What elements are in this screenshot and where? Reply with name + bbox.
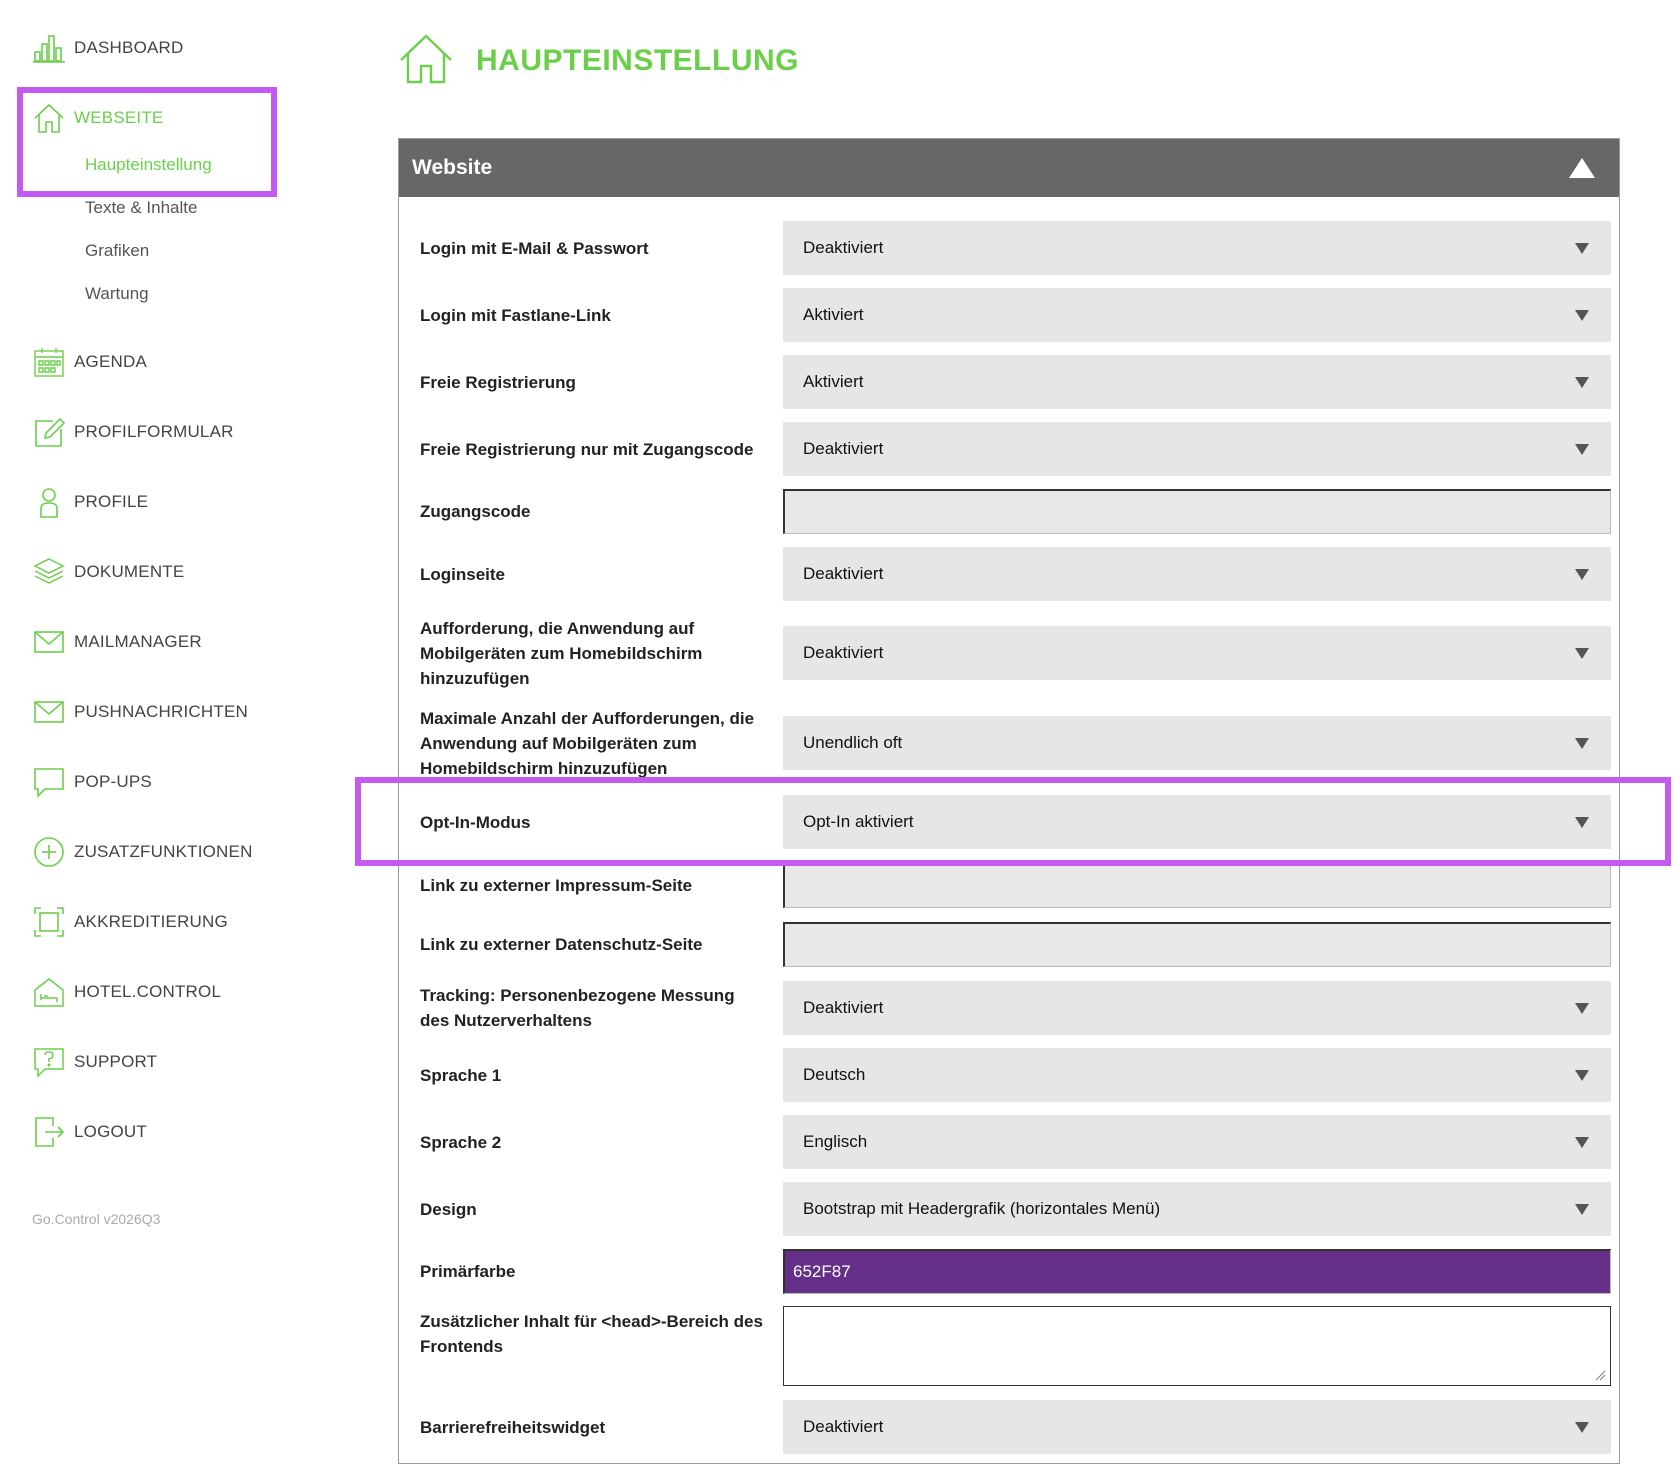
select-value: Aktiviert <box>803 305 864 324</box>
setting-row <box>399 547 1620 601</box>
homescreen-prompt-select[interactable] <box>783 626 1611 680</box>
user-icon <box>33 486 65 518</box>
sidebar <box>0 0 340 1466</box>
setting-row <box>399 863 1620 908</box>
color-value: 652F87 <box>793 1262 851 1281</box>
caret-down-icon <box>1575 377 1589 388</box>
sidebar-item-label: DASHBOARD <box>74 38 184 57</box>
subnav-wartung[interactable]: Wartung <box>85 284 149 303</box>
bar-chart-icon <box>33 32 65 64</box>
caret-down-icon <box>1575 444 1589 455</box>
layers-icon <box>33 556 65 588</box>
setting-row <box>399 981 1620 1035</box>
caret-down-icon <box>1575 243 1589 254</box>
setting-label: Zusätzlicher Inhalt für <head>-Bereich des Frontends <box>420 1312 763 1356</box>
collapse-triangle-icon[interactable] <box>1569 158 1595 178</box>
setting-label: Zugangscode <box>420 502 531 521</box>
sidebar-item-mailmanager[interactable] <box>33 626 202 658</box>
help-bubble-icon <box>33 1046 65 1078</box>
select-value: Deutsch <box>803 1065 866 1084</box>
select-value: Englisch <box>803 1132 868 1151</box>
panel-title: Website <box>412 156 493 179</box>
plus-circle-icon <box>33 836 65 868</box>
setting-row <box>399 355 1620 409</box>
login-fastlane-select[interactable] <box>783 288 1611 342</box>
select-value: Deaktiviert <box>803 1417 884 1436</box>
subnav-grafiken[interactable]: Grafiken <box>85 241 150 260</box>
scan-frame-icon <box>33 906 65 938</box>
sidebar-item-dokumente[interactable] <box>33 556 184 588</box>
sidebar-item-label: HOTEL.CONTROL <box>74 982 222 1001</box>
language-2-select[interactable] <box>783 1115 1611 1169</box>
setting-row <box>399 1400 1620 1454</box>
select-value: Bootstrap mit Headergrafik (horizontales Menü) <box>803 1199 1161 1218</box>
sidebar-item-label: SUPPORT <box>74 1052 158 1071</box>
select-value: Opt-In aktiviert <box>803 812 914 831</box>
setting-row <box>399 221 1620 275</box>
sidebar-item-label: DOKUMENTE <box>74 562 185 581</box>
setting-label: Primärfarbe <box>420 1262 516 1281</box>
sidebar-item-pushnachrichten[interactable] <box>33 696 248 728</box>
home-icon <box>398 32 454 91</box>
caret-down-icon <box>1575 569 1589 580</box>
hotel-icon <box>33 976 65 1008</box>
setting-label: Opt-In-Modus <box>420 812 531 832</box>
caret-down-icon <box>1575 1422 1589 1433</box>
mail-icon <box>33 696 65 728</box>
sidebar-item-agenda[interactable] <box>33 346 147 378</box>
sidebar-item-label: MAILMANAGER <box>74 632 202 651</box>
setting-label: Maximale Anzahl der Aufforderungen, die Anwendung auf Mobilgeräten zum Homebildschirm hinzuzufügen <box>420 708 755 778</box>
caret-down-icon <box>1575 817 1589 828</box>
sidebar-item-label: LOGOUT <box>74 1122 147 1141</box>
setting-label: Freie Registrierung nur mit Zugangscode <box>420 439 754 459</box>
edit-icon <box>33 416 65 448</box>
homescreen-max-prompts-select[interactable] <box>783 716 1611 770</box>
app-version: Go.Control v2026Q3 <box>32 1211 161 1227</box>
setting-label: Login mit Fastlane-Link <box>420 305 611 325</box>
caret-down-icon <box>1575 648 1589 659</box>
accessibility-widget-select[interactable] <box>783 1400 1611 1454</box>
caret-down-icon <box>1575 1003 1589 1014</box>
head-content-textarea[interactable] <box>783 1306 1611 1386</box>
login-email-select[interactable] <box>783 221 1611 275</box>
tracking-select[interactable] <box>783 981 1611 1035</box>
sidebar-item-akkreditierung[interactable] <box>33 906 228 938</box>
setting-row <box>399 1115 1620 1169</box>
setting-label: Sprache 1 <box>420 1065 502 1085</box>
setting-label: Link zu externer Impressum-Seite <box>420 876 693 895</box>
caret-down-icon <box>1575 1204 1589 1215</box>
setting-row <box>399 489 1620 534</box>
logout-icon <box>33 1116 65 1148</box>
caret-down-icon <box>1575 1137 1589 1148</box>
optin-mode-select[interactable] <box>783 795 1611 849</box>
setting-label: Barrierefreiheitswidget <box>420 1417 606 1437</box>
speech-bubble-icon <box>33 766 65 798</box>
imprint-link-input[interactable] <box>783 863 1611 908</box>
page-title: HAUPTEINSTELLUNG <box>476 44 799 78</box>
sidebar-item-label: WEBSEITE <box>74 108 164 127</box>
home-icon <box>33 102 65 134</box>
select-value: Deaktiviert <box>803 998 884 1017</box>
setting-label: Tracking: Personenbezogene Messung des Nutzerverhaltens <box>420 986 735 1030</box>
language-1-select[interactable] <box>783 1048 1611 1102</box>
setting-label: Design <box>420 1199 477 1219</box>
select-value: Deaktiviert <box>803 439 884 458</box>
setting-row <box>399 422 1620 476</box>
sidebar-item-label: PUSHNACHRICHTEN <box>74 702 248 721</box>
caret-down-icon <box>1575 1070 1589 1081</box>
sidebar-item-dashboard[interactable] <box>33 32 184 64</box>
select-value: Unendlich oft <box>803 733 903 752</box>
setting-row <box>399 613 1620 693</box>
sidebar-item-support[interactable] <box>33 1046 157 1078</box>
sidebar-item-label: PROFILE <box>74 492 149 511</box>
select-value: Deaktiviert <box>803 238 884 257</box>
setting-label: Freie Registrierung <box>420 372 576 392</box>
caret-down-icon <box>1575 310 1589 321</box>
primary-color-input[interactable] <box>783 1249 1611 1294</box>
design-select[interactable] <box>783 1182 1611 1236</box>
page-header <box>398 24 799 98</box>
select-value: Deaktiviert <box>803 564 884 583</box>
subnav-haupteinstellung[interactable]: Haupteinstellung <box>85 155 212 174</box>
setting-row <box>399 1182 1620 1236</box>
subnav-texte-inhalte[interactable]: Texte & Inhalte <box>85 198 198 217</box>
setting-label: Aufforderung, die Anwendung auf Mobilgeräten zum Homebildschirm hinzuzufügen <box>420 618 703 688</box>
setting-row <box>399 795 1620 849</box>
privacy-link-input[interactable] <box>783 922 1611 967</box>
sidebar-item-label: POP-UPS <box>74 772 152 791</box>
accesscode-input[interactable] <box>783 489 1611 534</box>
setting-row <box>399 1048 1620 1102</box>
sidebar-item-label: AKKREDITIERUNG <box>74 912 228 931</box>
calendar-icon <box>33 346 65 378</box>
setting-label: Link zu externer Datenschutz-Seite <box>420 935 703 954</box>
mail-icon <box>33 626 65 658</box>
loginpage-select[interactable] <box>783 547 1611 601</box>
sidebar-item-label: PROFILFORMULAR <box>74 422 234 441</box>
sidebar-item-hotel-control[interactable] <box>33 976 221 1008</box>
free-registration-select[interactable] <box>783 355 1611 409</box>
sidebar-item-profilformular[interactable] <box>33 416 234 448</box>
sidebar-item-profile[interactable] <box>33 486 148 518</box>
setting-row <box>399 1306 1620 1386</box>
sidebar-item-label: AGENDA <box>74 352 147 371</box>
setting-row <box>399 703 1620 783</box>
setting-label: Loginseite <box>420 564 506 584</box>
sidebar-item-popups[interactable] <box>33 766 152 798</box>
setting-row <box>399 1249 1620 1294</box>
resize-grip-icon[interactable] <box>1594 1369 1606 1381</box>
setting-label: Login mit E-Mail & Passwort <box>420 238 649 258</box>
select-value: Deaktiviert <box>803 643 884 662</box>
sidebar-item-label: ZUSATZFUNKTIONEN <box>74 842 253 861</box>
sidebar-item-logout[interactable] <box>33 1116 147 1148</box>
sidebar-item-zusatzfunktionen[interactable] <box>33 836 253 868</box>
select-value: Aktiviert <box>803 372 864 391</box>
caret-down-icon <box>1575 738 1589 749</box>
setting-label: Sprache 2 <box>420 1132 502 1152</box>
registration-accesscode-select[interactable] <box>783 422 1611 476</box>
setting-row <box>399 922 1620 967</box>
panel-header[interactable] <box>399 139 1619 197</box>
sidebar-item-webseite[interactable] <box>33 102 163 134</box>
settings-panel <box>398 138 1620 1464</box>
setting-row <box>399 288 1620 342</box>
